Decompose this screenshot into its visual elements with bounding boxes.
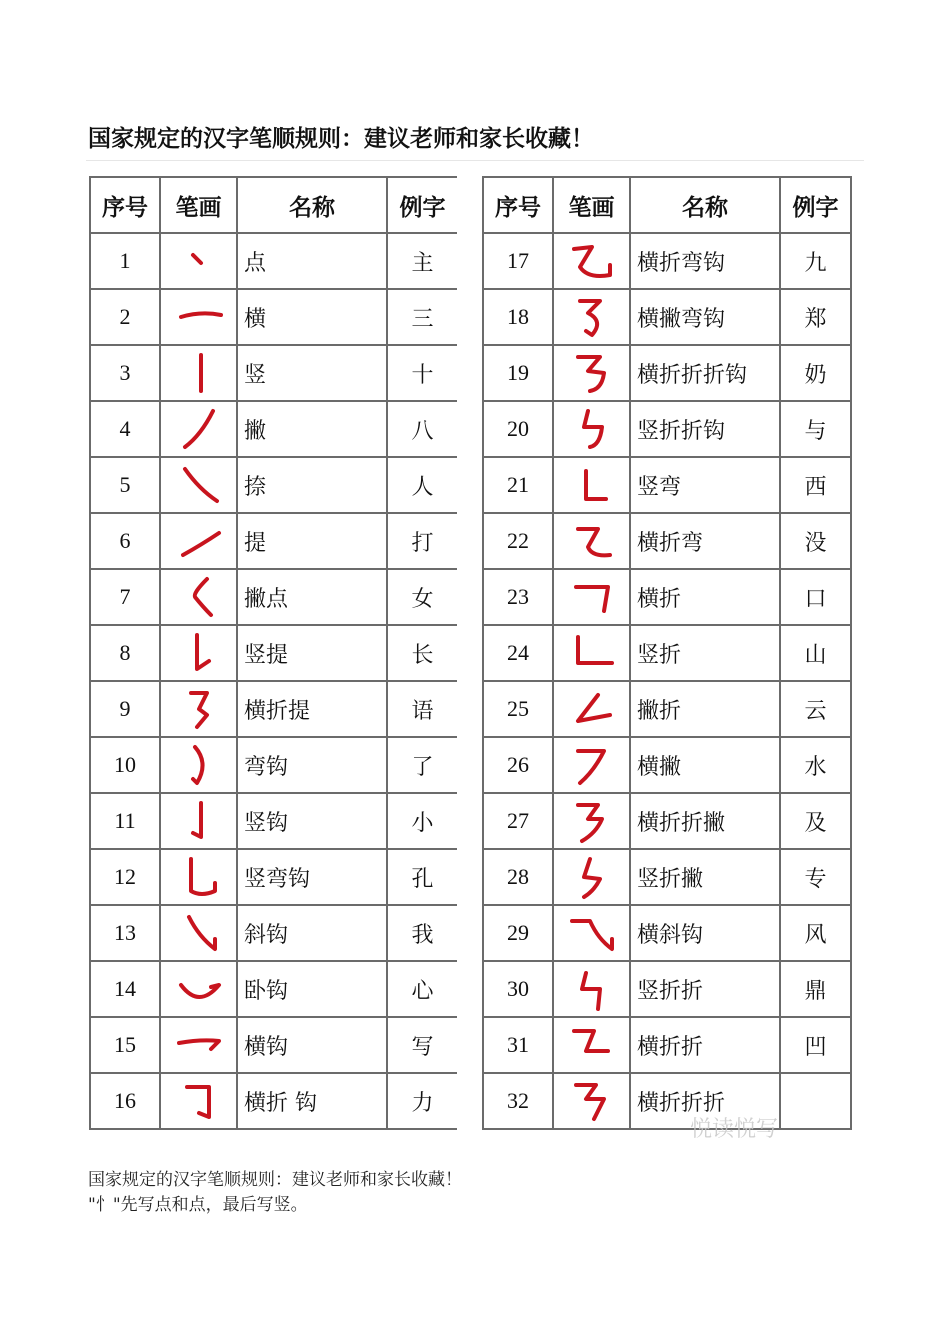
stroke-number: 18: [483, 289, 553, 345]
table-row: [483, 961, 851, 1017]
stroke-name: 竖钩: [237, 793, 387, 849]
piedian-stroke-icon: [171, 573, 227, 621]
stroke-number: 22: [483, 513, 553, 569]
stroke-glyph: [160, 345, 237, 401]
table-row: [90, 681, 458, 737]
stroke-name: 点: [237, 233, 387, 289]
example-character: 没: [780, 513, 851, 569]
header-name: 名称: [237, 177, 387, 233]
stroke-name: 横折弯钩: [630, 233, 780, 289]
example-character: 奶: [780, 345, 851, 401]
example-character: 八: [387, 401, 458, 457]
stroke-glyph: [160, 233, 237, 289]
table-row: [483, 345, 851, 401]
stroke-name: 横折折折: [630, 1073, 780, 1129]
stroke-glyph: [160, 961, 237, 1017]
stroke-name: 横撇弯钩: [630, 289, 780, 345]
stroke-glyph: [553, 401, 630, 457]
stroke-glyph: [160, 849, 237, 905]
stroke-number: 28: [483, 849, 553, 905]
stroke-number: 1: [90, 233, 160, 289]
stroke-number: 10: [90, 737, 160, 793]
stroke-glyph: [160, 625, 237, 681]
hengpie-stroke-icon: [564, 741, 620, 789]
shuwangou-stroke-icon: [171, 853, 227, 901]
example-character: 心: [387, 961, 458, 1017]
stroke-number: 24: [483, 625, 553, 681]
stroke-number: 13: [90, 905, 160, 961]
example-character: 打: [387, 513, 458, 569]
szzg-stroke-icon: [564, 405, 620, 453]
header-num: 序号: [90, 177, 160, 233]
stroke-name: 提: [237, 513, 387, 569]
stroke-number: 19: [483, 345, 553, 401]
xiegou-stroke-icon: [171, 909, 227, 957]
example-character: 孔: [387, 849, 458, 905]
stroke-glyph: [160, 513, 237, 569]
stroke-name: 弯钩: [237, 737, 387, 793]
stroke-glyph: [553, 849, 630, 905]
table-row: [90, 457, 458, 513]
stroke-name: 横折折: [630, 1017, 780, 1073]
stroke-glyph: [553, 513, 630, 569]
stroke-table-right: [482, 176, 852, 1130]
stroke-number: 4: [90, 401, 160, 457]
stroke-name: 卧钩: [237, 961, 387, 1017]
example-character: 专: [780, 849, 851, 905]
stroke-glyph: [553, 233, 630, 289]
henggou-stroke-icon: [171, 1021, 227, 1069]
hzwg-stroke-icon: [564, 237, 620, 285]
stroke-name: 横折提: [237, 681, 387, 737]
stroke-number: 31: [483, 1017, 553, 1073]
header-stroke: 笔画: [160, 177, 237, 233]
table-row: [483, 1073, 851, 1129]
stroke-glyph: [553, 793, 630, 849]
hxg-stroke-icon: [564, 909, 620, 957]
stroke-name: 竖提: [237, 625, 387, 681]
stroke-name: 横撇: [630, 737, 780, 793]
stroke-number: 5: [90, 457, 160, 513]
stroke-glyph: [160, 1073, 237, 1129]
stroke-glyph: [160, 681, 237, 737]
example-character: 与: [780, 401, 851, 457]
table-row: [483, 793, 851, 849]
header-num: 序号: [483, 177, 553, 233]
table-row: [90, 513, 458, 569]
example-character: 云: [780, 681, 851, 737]
stroke-name: 竖折: [630, 625, 780, 681]
hzzz-stroke-icon: [564, 1077, 620, 1125]
hpwg-stroke-icon: [564, 293, 620, 341]
stroke-number: 6: [90, 513, 160, 569]
table-row: [483, 625, 851, 681]
stroke-number: 29: [483, 905, 553, 961]
stroke-glyph: [160, 457, 237, 513]
example-character: 主: [387, 233, 458, 289]
stroke-number: 21: [483, 457, 553, 513]
header-name: 名称: [630, 177, 780, 233]
stroke-name: 横折 钩: [237, 1073, 387, 1129]
example-character: 口: [780, 569, 851, 625]
stroke-number: 16: [90, 1073, 160, 1129]
stroke-glyph: [553, 681, 630, 737]
example-character: 长: [387, 625, 458, 681]
stroke-number: 14: [90, 961, 160, 1017]
table-row: [483, 681, 851, 737]
table-row: [483, 401, 851, 457]
stroke-glyph: [553, 1017, 630, 1073]
stroke-number: 26: [483, 737, 553, 793]
table-row: [483, 569, 851, 625]
stroke-name: 竖弯: [630, 457, 780, 513]
stroke-name: 横折弯: [630, 513, 780, 569]
stroke-name: 横钩: [237, 1017, 387, 1073]
stroke-number: 23: [483, 569, 553, 625]
piezhe-stroke-icon: [564, 685, 620, 733]
example-character: 了: [387, 737, 458, 793]
stroke-number: 8: [90, 625, 160, 681]
stroke-glyph: [553, 289, 630, 345]
caption-note: "忄"先写点和点，最后写竖。: [88, 1195, 308, 1215]
example-character: [780, 1073, 851, 1129]
table-row: [90, 1017, 458, 1073]
example-character: 郑: [780, 289, 851, 345]
szp-stroke-icon: [564, 853, 620, 901]
table-row: [90, 401, 458, 457]
table-row: [483, 289, 851, 345]
stroke-number: 15: [90, 1017, 160, 1073]
pie-stroke-icon: [171, 405, 227, 453]
example-character: 凹: [780, 1017, 851, 1073]
heng-stroke-icon: [171, 293, 227, 341]
example-character: 西: [780, 457, 851, 513]
stroke-number: 32: [483, 1073, 553, 1129]
stroke-name: 撇: [237, 401, 387, 457]
stroke-number: 20: [483, 401, 553, 457]
hengzhe-stroke-icon: [564, 573, 620, 621]
example-character: 三: [387, 289, 458, 345]
table-row: [90, 569, 458, 625]
table-row: [90, 289, 458, 345]
stroke-glyph: [553, 905, 630, 961]
stroke-name: 斜钩: [237, 905, 387, 961]
wangou-stroke-icon: [171, 741, 227, 789]
table-row: [90, 625, 458, 681]
table-row: [90, 1073, 458, 1129]
stroke-name: 撇点: [237, 569, 387, 625]
stroke-number: 9: [90, 681, 160, 737]
example-character: 写: [387, 1017, 458, 1073]
example-character: 女: [387, 569, 458, 625]
table-row: [483, 849, 851, 905]
szz-stroke-icon: [564, 965, 620, 1013]
shuti-stroke-icon: [171, 629, 227, 677]
stroke-name: 竖: [237, 345, 387, 401]
table-row: [90, 345, 458, 401]
table-row: [90, 961, 458, 1017]
stroke-name: 撇折: [630, 681, 780, 737]
hzzzg-stroke-icon: [564, 349, 620, 397]
stroke-number: 3: [90, 345, 160, 401]
shu-stroke-icon: [171, 349, 227, 397]
example-character: 鼎: [780, 961, 851, 1017]
stroke-glyph: [553, 569, 630, 625]
table-row: [90, 233, 458, 289]
example-character: 山: [780, 625, 851, 681]
hengzheti-stroke-icon: [171, 685, 227, 733]
table-row: [483, 513, 851, 569]
table-row: [90, 737, 458, 793]
stroke-glyph: [160, 569, 237, 625]
wogou-stroke-icon: [171, 965, 227, 1013]
caption-title: 国家规定的汉字笔顺规则：建议老师和家长收藏！: [88, 1170, 462, 1190]
stroke-number: 27: [483, 793, 553, 849]
stroke-name: 横: [237, 289, 387, 345]
title-divider: [86, 160, 864, 161]
hengzhewan-stroke-icon: [564, 517, 620, 565]
table-header-row: [483, 177, 851, 233]
stroke-number: 2: [90, 289, 160, 345]
page-title: 国家规定的汉字笔顺规则：建议老师和家长收藏！: [88, 126, 594, 152]
example-character: 语: [387, 681, 458, 737]
stroke-number: 7: [90, 569, 160, 625]
hengzhegou-stroke-icon: [171, 1077, 227, 1125]
stroke-name: 捺: [237, 457, 387, 513]
table-row: [483, 457, 851, 513]
stroke-glyph: [553, 737, 630, 793]
table-row: [90, 793, 458, 849]
shugou-stroke-icon: [171, 797, 227, 845]
example-character: 人: [387, 457, 458, 513]
header-example: 例字: [387, 177, 458, 233]
stroke-number: 25: [483, 681, 553, 737]
stroke-name: 竖弯钩: [237, 849, 387, 905]
stroke-glyph: [553, 345, 630, 401]
table-gap: [457, 176, 482, 1160]
stroke-name: 横折: [630, 569, 780, 625]
stroke-name: 竖折折: [630, 961, 780, 1017]
stroke-number: 12: [90, 849, 160, 905]
table-row: [483, 905, 851, 961]
hzzp-stroke-icon: [564, 797, 620, 845]
example-character: 小: [387, 793, 458, 849]
table-row: [483, 737, 851, 793]
dian-stroke-icon: [171, 237, 227, 285]
stroke-glyph: [160, 905, 237, 961]
stroke-name: 竖折撇: [630, 849, 780, 905]
header-stroke: 笔画: [553, 177, 630, 233]
table-header-row: [90, 177, 458, 233]
stroke-name: 横斜钩: [630, 905, 780, 961]
example-character: 及: [780, 793, 851, 849]
table-row: [90, 905, 458, 961]
stroke-glyph: [160, 1017, 237, 1073]
stroke-name: 横折折折钩: [630, 345, 780, 401]
stroke-table-left: [89, 176, 459, 1130]
stroke-number: 11: [90, 793, 160, 849]
example-character: 力: [387, 1073, 458, 1129]
example-character: 十: [387, 345, 458, 401]
shuwan-stroke-icon: [564, 461, 620, 509]
header-example: 例字: [780, 177, 851, 233]
table-row: [90, 849, 458, 905]
example-character: 水: [780, 737, 851, 793]
stroke-glyph: [160, 401, 237, 457]
ti-stroke-icon: [171, 517, 227, 565]
watermark: 悦读悦写: [690, 1117, 779, 1142]
table-row: [483, 233, 851, 289]
stroke-glyph: [553, 1073, 630, 1129]
example-character: 我: [387, 905, 458, 961]
hzz-stroke-icon: [564, 1021, 620, 1069]
stroke-number: 30: [483, 961, 553, 1017]
stroke-number: 17: [483, 233, 553, 289]
stroke-name: 竖折折钩: [630, 401, 780, 457]
stroke-glyph: [553, 625, 630, 681]
example-character: 九: [780, 233, 851, 289]
na-stroke-icon: [171, 461, 227, 509]
stroke-glyph: [160, 737, 237, 793]
shuzhe-stroke-icon: [564, 629, 620, 677]
example-character: 风: [780, 905, 851, 961]
table-row: [483, 1017, 851, 1073]
stroke-glyph: [553, 961, 630, 1017]
stroke-glyph: [160, 793, 237, 849]
stroke-glyph: [553, 457, 630, 513]
stroke-glyph: [160, 289, 237, 345]
stroke-name: 横折折撇: [630, 793, 780, 849]
